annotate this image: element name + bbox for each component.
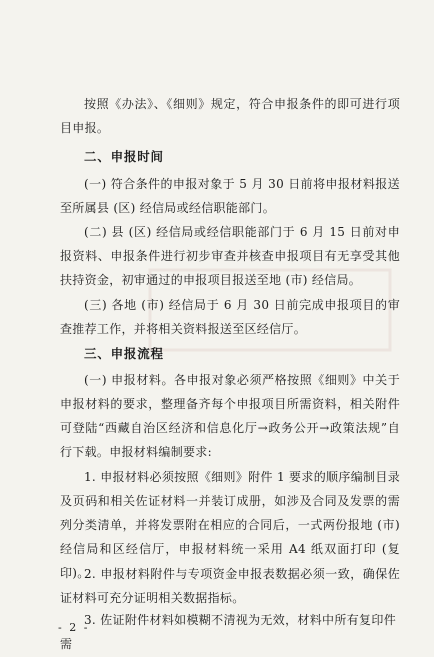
paragraph-requirement-1: 1. 申报材料必须按照《细则》附件 1 要求的顺序编制目录及页码和相关佐证材料一并装订成册，如涉及合同及发票的需列分类清单，并将发票附在相应的合同后，一式两份报地 (市) 经信局和区经信厅，申报材料统一采用 A4 纸双面打印 (复印)。 xyxy=(60,470,400,580)
paragraph-time-3: (三) 各地 (市) 经信局于 6 月 30 日前完成申报项目的审查推荐工作，并将相关资料报送至区经信厅。 xyxy=(60,298,400,336)
heading-application-time: 二、申报时间 xyxy=(84,149,164,164)
paragraph-intro: 按照《办法》、《细则》规定，符合申报条件的即可进行项目申报。 xyxy=(60,97,400,135)
page-number: - 2 - xyxy=(58,621,90,634)
paragraph-requirement-2: 2. 申报材料附件与专项资金申报表数据必须一致，确保佐证材料可充分证明相关数据指标。 xyxy=(60,567,400,605)
paragraph-process-1: (一) 申报材料。各申报对象必须严格按照《细则》中关于申报材料的要求，整理备齐每个申报项目所需资料，相关附件可登陆“西藏自治区经济和信息化厅→政务公开→政策法规”自行下载。申报材料编制要求: xyxy=(60,373,400,459)
paragraph-requirement-3: 3. 佐证附件材料如模糊不清视为无效，材料中所有复印件需 xyxy=(60,613,396,651)
heading-application-process: 三、申报流程 xyxy=(84,346,164,361)
paragraph-time-2: (二) 县 (区) 经信局或经信职能部门于 6 月 15 日前对申报资料、申报条件进行初步审查并核查申报项目有无享受其他扶持资金，初审通过的申报项目报送至地 (市) 经信局。 xyxy=(60,225,400,287)
paragraph-time-1: (一) 符合条件的申报对象于 5 月 30 日前将申报材料报送至所属县 (区) 经信局或经信职能部门。 xyxy=(60,177,400,215)
